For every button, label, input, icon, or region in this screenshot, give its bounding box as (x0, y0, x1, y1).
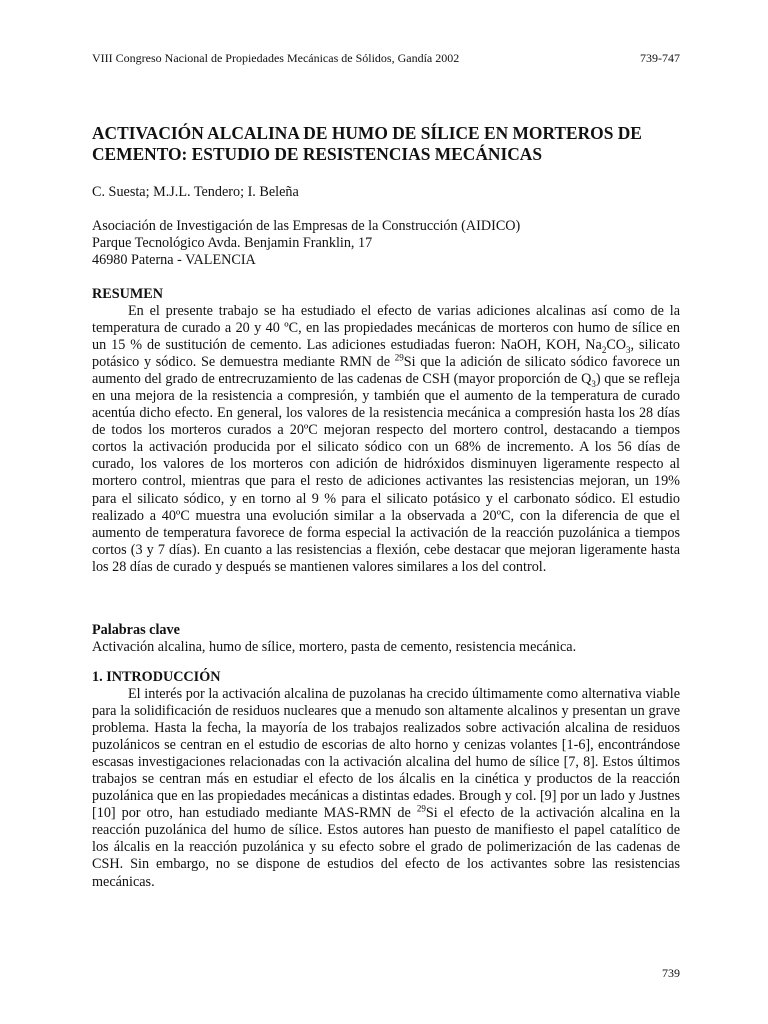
affiliation-line: Asociación de Investigación de las Empresas de la Construcción (AIDICO) (92, 218, 521, 234)
introduction-heading: 1. INTRODUCCIÓN (92, 669, 221, 685)
running-header (92, 51, 680, 65)
keywords-section (92, 622, 680, 656)
affiliation (92, 218, 520, 269)
paper-title: ACTIVACIÓN ALCALINA DE HUMO DE SÍLICE EN MORTEROS DE CEMENTO: ESTUDIO DE RESISTENCIAS MECÁNICAS (92, 123, 642, 164)
conference-name: VIII Congreso Nacional de Propiedades Mecánicas de Sólidos, Gandía 2002 (92, 51, 460, 65)
abstract-heading: RESUMEN (92, 286, 163, 302)
keywords-heading: Palabras clave (92, 622, 180, 638)
author-list: C. Suesta; M.J.L. Tendero; I. Beleña (92, 184, 299, 200)
introduction-section (92, 669, 680, 891)
abstract-section (92, 286, 680, 576)
affiliation-line: Parque Tecnológico Avda. Benjamin Franklin, 17 (92, 235, 373, 251)
keywords-text: Activación alcalina, humo de sílice, mortero, pasta de cemento, resistencia mecánica. (92, 639, 577, 655)
page-range: 739-747 (640, 51, 680, 65)
introduction-text: El interés por la activación alcalina de puzolanas ha crecido últimamente como alternativa viable para la solidificación de residuos nucleares que a menudo son altamente alcalinos y presentan un grave problema. Hasta la fecha, la mayoría de los trabajos realizados sobre activación alcalina de residuos puzolánicos se centran en el estudio de escorias de alto horno y cenizas volantes [1-6], encontrándose escasas investigaciones relacionadas con la activación alcalina del humo de sílice [7, 8]. Estos últimos trabajos se centran más en estudiar el efecto de los álcalis en la cinética y productos de la reacción puzolánica que en las propiedades mecánicas a distintas edades. Brough y col. [9] por un lado y Justnes [10] por otro, han estudiado mediante MAS-RMN de $^{29}$Si el efecto de la activación alcalina en la reacción puzolánica del humo de sílice. Estos autores han puesto de manifiesto el papel catalítico de los álcalis en la reacción puzolánica y su efecto sobre el grado de polimerización de las cadenas de CSH. Sin embargo, no se dispone de estudios del efecto de los activantes sobre las resistencias mecánicas. (92, 686, 681, 890)
affiliation-line: 46980 Paterna - VALENCIA (92, 252, 256, 268)
page-number: 739 (662, 966, 680, 980)
abstract-text: En el presente trabajo se ha estudiado el efecto de varias adiciones alcalinas así como de la temperatura de curado a 20 y 40 ºC, en las propiedades mecánicas de morteros con humo de sílice en un 15 % de sustitución de cemento. Las adiciones estudiadas fueron: NaOH, KOH, $Na_2CO_3$, silicato potásico y sódico. Se demuestra mediante RMN de $^{29}$Si que la adición de silicato sódico favorece un aumento del grado de entrecruzamiento de las cadenas de CSH (mayor proporción de $Q_3$) que se refleja en una mejora de la resistencia a compresión, y también que el aumento de la temperatura de curado acentúa dicho efecto. En general, los valores de la resistencia mecánica a compresión hasta los 28 días de todos los morteros curados a 20ºC mejoran respecto del mortero control, destacando a tiempos cortos la activación producida por el silicato sódico con un 68% de incremento. A los 56 días de curado, los valores de los morteros con adición de hidróxidos disminuyen ligeramente respecto al mortero control, mientras que para el resto de adiciones activantes las resistencias mejoran, un 19% para el silicato sódico, y en torno al 9 % para el silicato potásico y el carbonato sódico. El estudio realizado a 40ºC muestra una evolución similar a la observada a 20ºC, con la diferencia de que el aumento de temperatura favorece de forma especial la activación de la reacción puzolánica a tiempos cortos (3 y 7 días). En cuanto a las resistencias a flexión, cebe destacar que mejoran ligeramente hasta los 28 días de curado y después se mantienen valores similares a los del control. (92, 303, 680, 575)
